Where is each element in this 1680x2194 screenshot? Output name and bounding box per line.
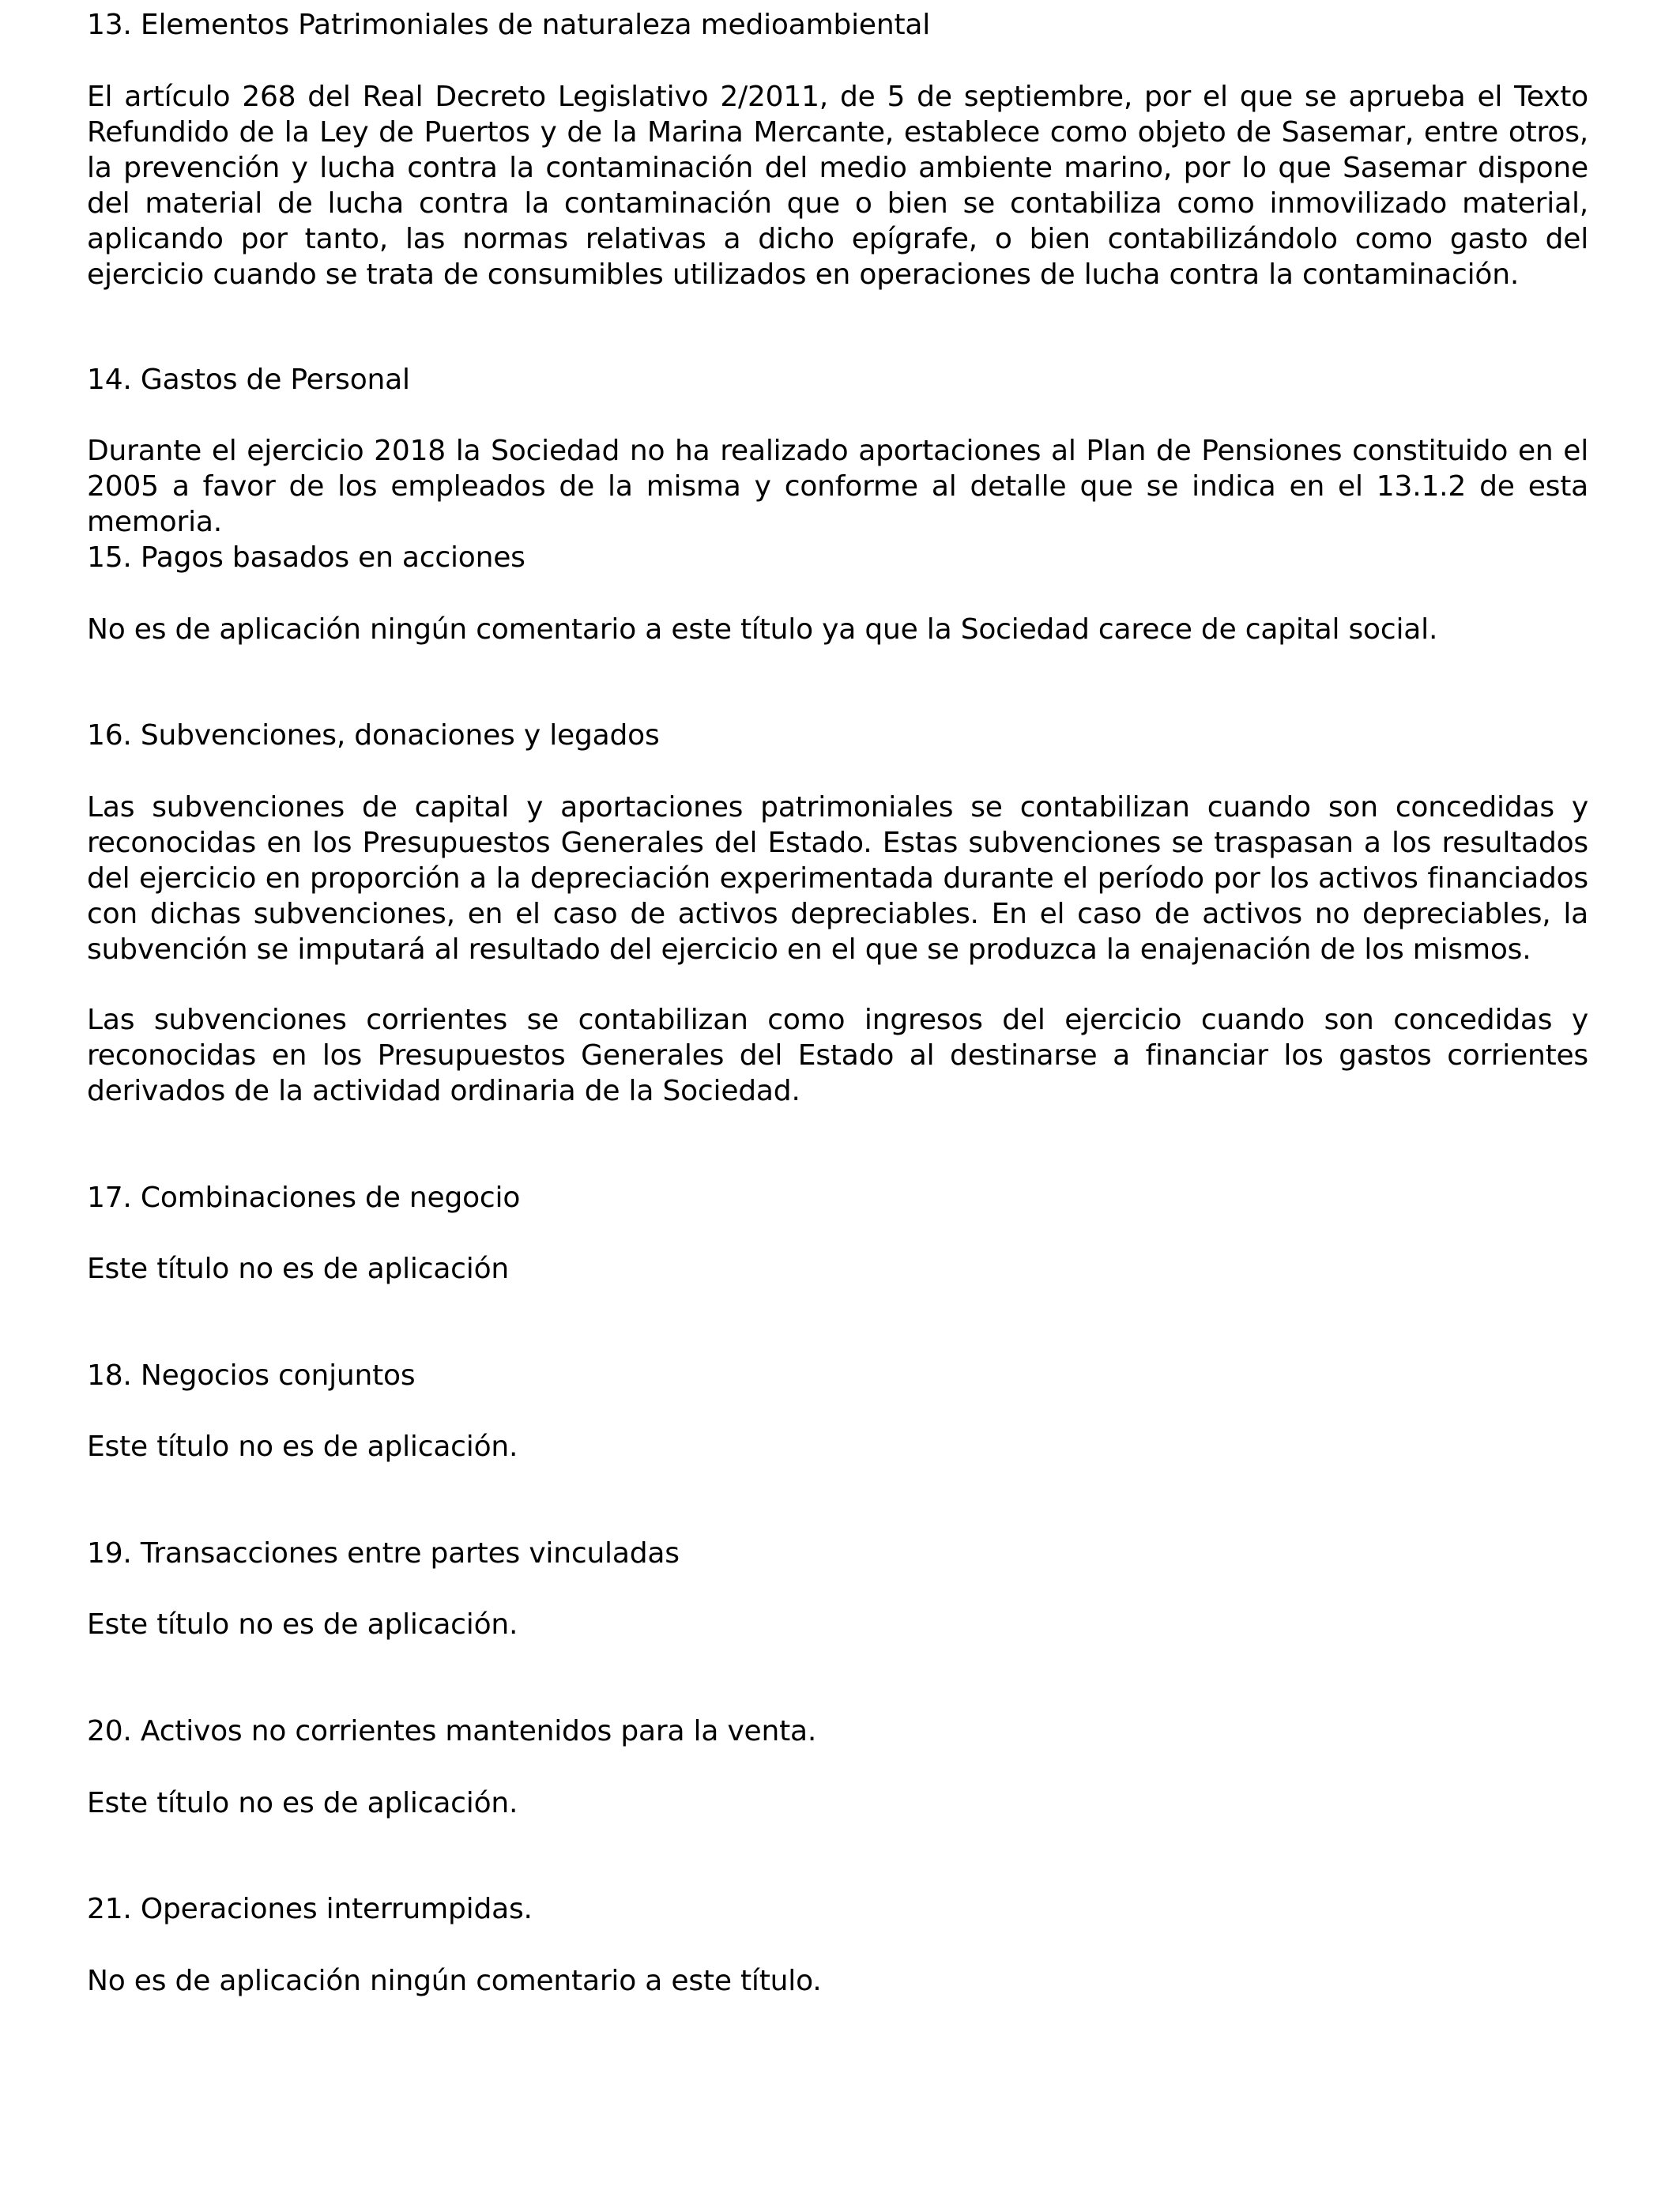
section-16-paragraph-2: Las subvenciones corrientes se contabilizan como ingresos del ejercicio cuando son concedidas y reconocidas en los Presupuestos Generales del Estado al destinarse a financiar los gastos corrientes derivados de la actividad ordinaria de la Sociedad. bbox=[87, 1004, 1588, 1107]
section-17-heading: 17. Combinaciones de negocio bbox=[87, 1182, 521, 1214]
section-16-heading: 16. Subvenciones, donaciones y legados bbox=[87, 719, 660, 752]
section-19-paragraph: Este título no es de aplicación. bbox=[87, 1608, 518, 1641]
section-13-paragraph: El artículo 268 del Real Decreto Legislativo 2/2011, de 5 de septiembre, por el que se aprueba el Texto Refundido de la Ley de Puertos y de la Marina Mercante, establece como objeto de Sasemar, entre otros, la prevención y lucha contra la contaminación del medio ambiente marino, por lo que Sasemar dispone del material de lucha contra la contaminación que o bien se contabiliza como inmovilizado material, aplicando por tanto, las normas relativas a dicho epígrafe, o bien contabilizándolo como gasto del ejercicio cuando se trata de consumibles utilizados en operaciones de lucha contra la contaminación. bbox=[87, 81, 1588, 291]
section-15-paragraph: No es de aplicación ningún comentario a este título ya que la Sociedad carece de capital social. bbox=[87, 613, 1438, 646]
section-19-heading: 19. Transacciones entre partes vinculadas bbox=[87, 1537, 680, 1570]
section-18-heading: 18. Negocios conjuntos bbox=[87, 1359, 416, 1392]
section-18-paragraph: Este título no es de aplicación. bbox=[87, 1431, 518, 1463]
section-15-heading: 15. Pagos basados en acciones bbox=[87, 541, 525, 574]
section-14-paragraph: Durante el ejercicio 2018 la Sociedad no ha realizado aportaciones al Plan de Pensiones constituido en el 2005 a favor de los empleados de la misma y conforme al detalle que se indica en el 13.1.2 de esta memoria. bbox=[87, 435, 1588, 538]
section-20-heading: 20. Activos no corrientes mantenidos para la venta. bbox=[87, 1715, 817, 1747]
section-16-paragraph-1: Las subvenciones de capital y aportaciones patrimoniales se contabilizan cuando son concedidas y reconocidas en los Presupuestos Generales del Estado. Estas subvenciones se traspasan a los resultados del ejercicio en proporción a la depreciación experimentada durante el período por los activos financiados con dichas subvenciones, en el caso de activos depreciables. En el caso de activos no depreciables, la subvención se imputará al resultado del ejercicio en el que se produzca la enajenación de los mismos. bbox=[87, 791, 1588, 966]
section-14-heading: 14. Gastos de Personal bbox=[87, 364, 410, 396]
section-13-heading: 13. Elementos Patrimoniales de naturaleza medioambiental bbox=[87, 9, 931, 41]
section-21-paragraph: No es de aplicación ningún comentario a este título. bbox=[87, 1965, 822, 1997]
section-21-heading: 21. Operaciones interrumpidas. bbox=[87, 1893, 533, 1925]
section-20-paragraph: Este título no es de aplicación. bbox=[87, 1787, 518, 1819]
section-17-paragraph: Este título no es de aplicación bbox=[87, 1253, 510, 1285]
